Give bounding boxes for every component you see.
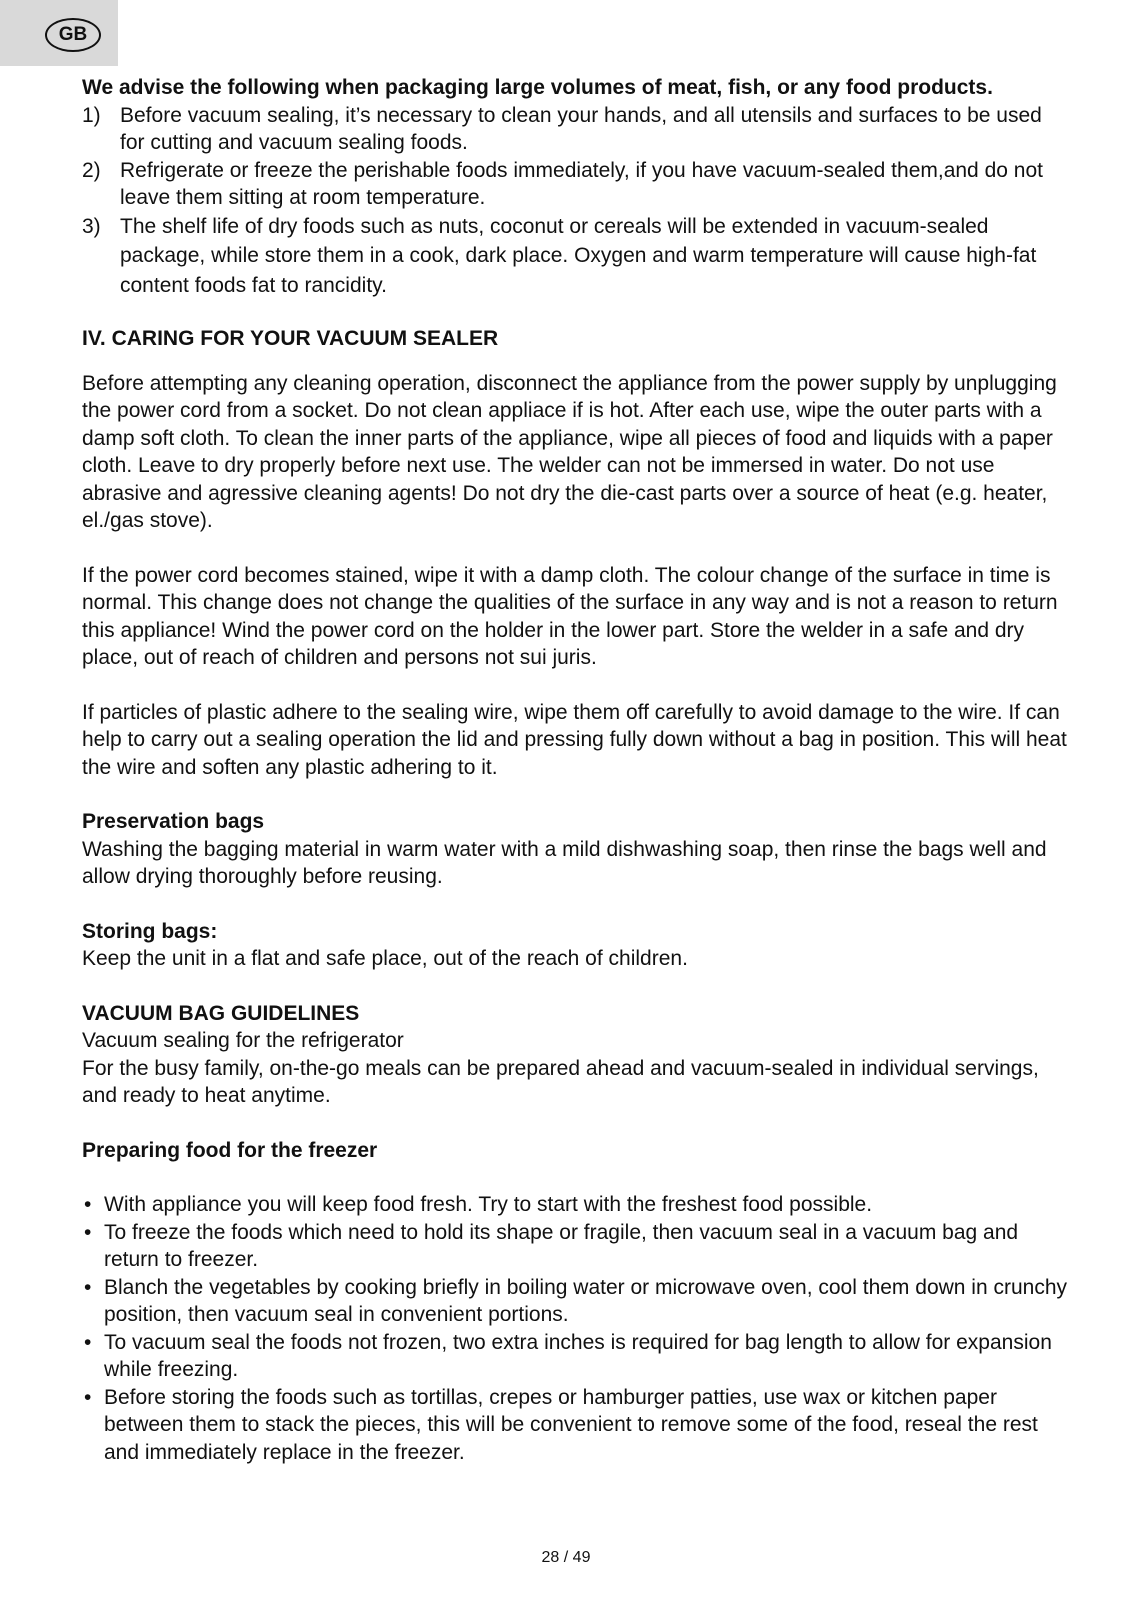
preservation-text: Washing the bagging material in warm water with a mild dishwashing soap, then rinse the bags well and allow drying thoroughly before reusing. — [82, 837, 1047, 888]
spacer — [82, 672, 1067, 699]
freezer-heading: Preparing food for the freezer — [82, 1138, 378, 1162]
caring-paragraph-1: Before attempting any cleaning operation, disconnect the appliance from the power supply by unplugging the power cord from a socket. Do not clean appliace if is hot. After each use, wipe the outer parts with a damp soft cloth. To clean the inner parts of the appliance, wipe all pieces of food and liquids with a paper cloth. Leave to dry properly before next use. The welder can not be immersed in water. Do not use abrasive and agressive cleaning agents! Do not dry the die-cast parts over a source of heat (e.g. heater, el./gas stove). — [82, 371, 1057, 532]
spacer — [82, 300, 1067, 325]
list-item — [82, 1219, 1067, 1274]
list-item — [82, 1274, 1067, 1329]
intro-heading: We advise the following when packaging large volumes of meat, fish, or any food products. — [82, 76, 993, 99]
storing-heading: Storing bags: — [82, 919, 218, 943]
caring-paragraph-3: If particles of plastic adhere to the sealing wire, wipe them off carefully to avoid damage to the wire. If can help to carry out a sealing operation the lid and pressing fully down without a bag in position. This will heat the wire and soften any plastic adhering to it. — [82, 700, 1067, 779]
list-item — [82, 212, 1067, 301]
bullet-icon: • — [84, 1385, 92, 1409]
storing-text: Keep the unit in a flat and safe place, out of the reach of children. — [82, 947, 688, 970]
spacer — [82, 353, 1067, 370]
bullet-icon: • — [84, 1220, 92, 1244]
preservation-heading: Preservation bags — [82, 810, 265, 833]
spacer — [82, 973, 1067, 1000]
spacer — [82, 535, 1067, 562]
list-item — [82, 157, 1067, 212]
caring-heading: IV. CARING FOR YOUR VACUUM SEALER — [82, 327, 499, 350]
guidelines-heading: VACUUM BAG GUIDELINES — [82, 1001, 360, 1025]
list-text: Blanch the vegetables by cooking briefly in boiling water or microwave oven, cool them down in crunchy position, then vacuum seal in convenient portions. — [104, 1275, 1068, 1326]
page-content — [82, 74, 1067, 1466]
guidelines-text: For the busy family, on-the-go meals can be prepared ahead and vacuum-sealed in individual servings, and ready to heat anytime. — [82, 1056, 1039, 1107]
bullet-icon: • — [84, 1275, 92, 1299]
language-tab — [0, 0, 118, 66]
list-number: 2) — [82, 158, 101, 182]
list-item — [82, 1191, 1067, 1219]
list-item — [82, 1384, 1067, 1467]
list-text: Before storing the foods such as tortillas, crepes or hamburger patties, use wax or kitchen paper between them to stack the pieces, this will be convenient to remove some of the food, reseal the rest and immediately replace in the freezer. — [104, 1385, 1038, 1464]
page-number: 28 / 49 — [541, 1549, 591, 1566]
language-badge: GB — [45, 18, 101, 52]
bullet-icon: • — [84, 1193, 92, 1216]
list-text: To vacuum seal the foods not frozen, two extra inches is required for bag length to allow for expansion while freezing. — [104, 1330, 1052, 1381]
spacer — [82, 891, 1067, 918]
spacer — [82, 781, 1067, 808]
list-text: To freeze the foods which need to hold its shape or fragile, then vacuum seal in a vacuum bag and return to freezer. — [104, 1220, 1019, 1271]
spacer — [82, 1110, 1067, 1137]
freezer-list — [82, 1191, 1067, 1466]
list-text: Refrigerate or freeze the perishable foods immediately, if you have vacuum-sealed them,and do not leave them sitting at room temperature. — [120, 158, 1043, 209]
list-number: 1) — [82, 103, 101, 127]
list-number: 3) — [82, 214, 101, 238]
caring-paragraph-2: If the power cord becomes stained, wipe it with a damp cloth. The colour change of the surface in time is normal. This change does not change the qualities of the surface in any way and is not a reason to return this appliance! Wind the power cord on the holder in the lower part. Store the welder in a safe and dry place, out of reach of children and persons not sui juris. — [82, 563, 1058, 669]
guidelines-subheading: Vacuum sealing for the refrigerator — [82, 1029, 404, 1052]
list-item — [82, 102, 1067, 157]
intro-list — [82, 102, 1067, 301]
spacer — [82, 1164, 1067, 1191]
list-text: With appliance you will keep food fresh. Try to start with the freshest food possible. — [104, 1193, 873, 1216]
bullet-icon: • — [84, 1330, 92, 1354]
list-text: Before vacuum sealing, it’s necessary to clean your hands, and all utensils and surfaces to be used for cutting and vacuum sealing foods. — [120, 103, 1042, 154]
list-text: The shelf life of dry foods such as nuts, coconut or cereals will be extended in vacuum-sealed package, while store them in a cook, dark place. Oxygen and warm temperature will cause high-fat content foods fat to rancidity. — [120, 214, 1037, 297]
list-item — [82, 1329, 1067, 1384]
